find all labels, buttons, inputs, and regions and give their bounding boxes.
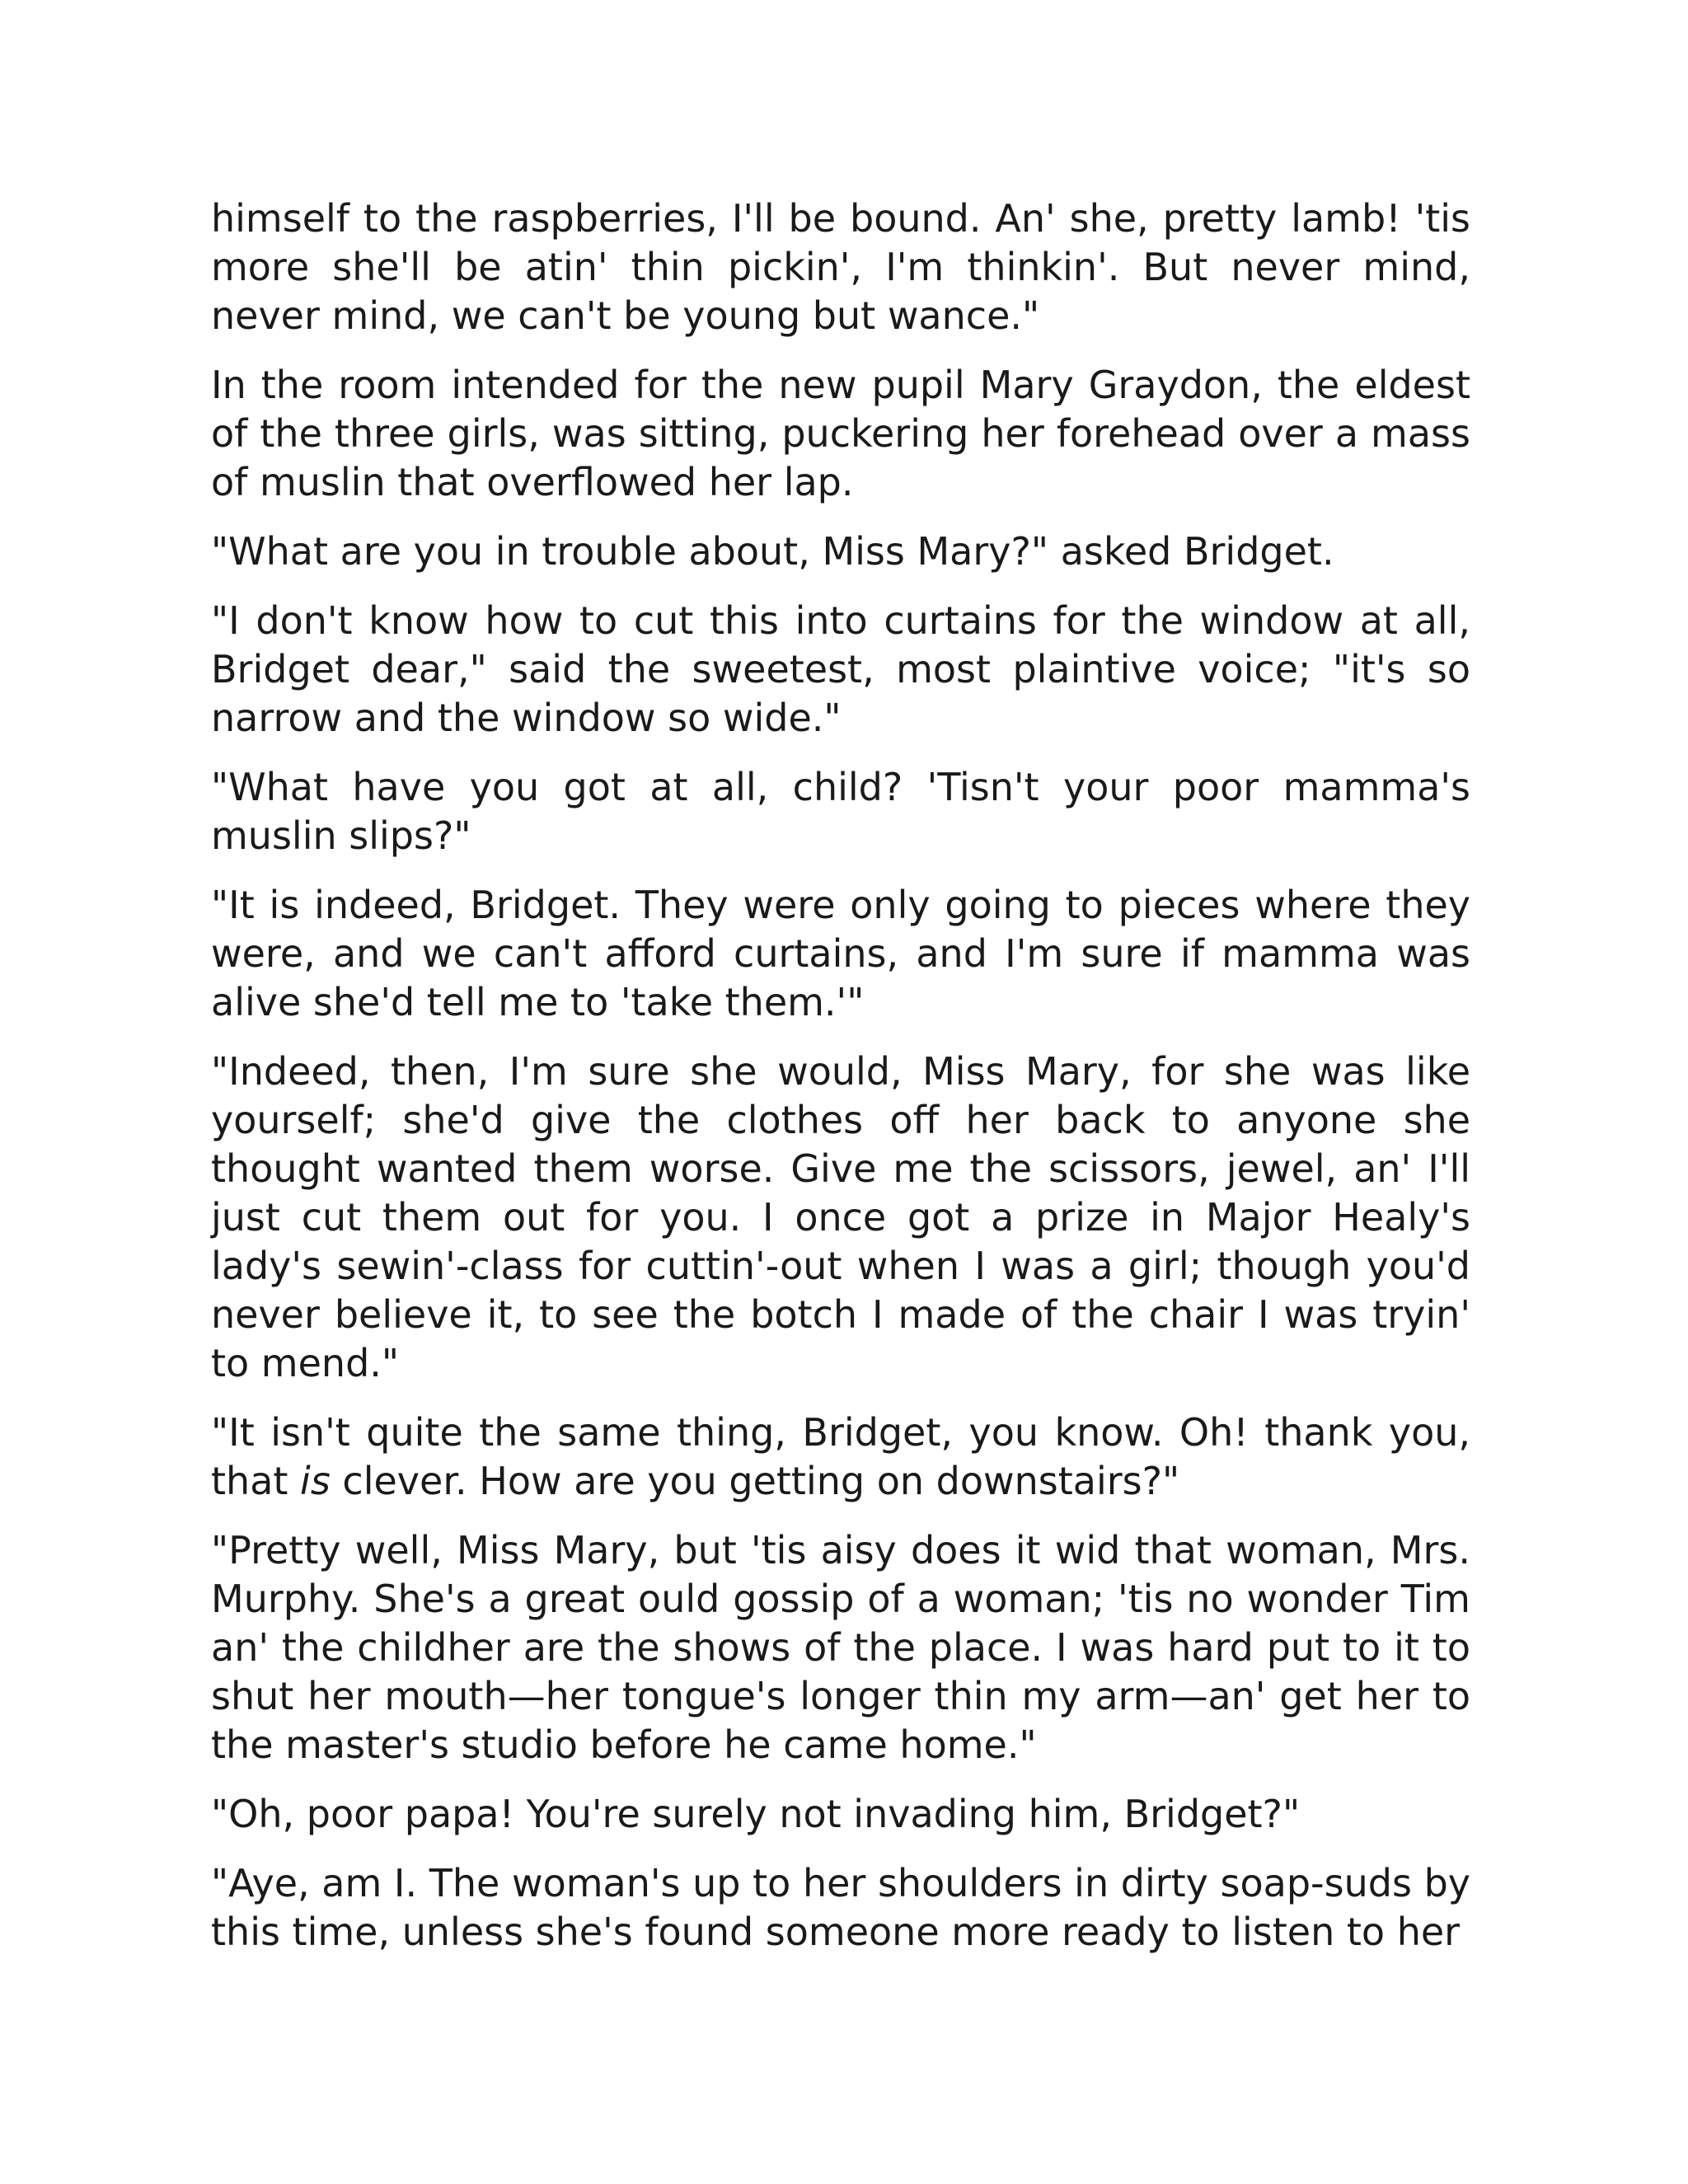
paragraph-3: "What are you in trouble about, Miss Mary?" asked Bridget. — [211, 529, 1334, 574]
paragraph-7: "Indeed, then, I'm sure she would, Miss Mary, for she was like yourself; she'd give the clothes off her back to anyone she thought wanted them worse. Give me the scissors, jewel, an' I'll just cut them out for you. I once got a prize in Major Healy's lady's sewin'-class for cuttin'-out when I was a girl; though you'd never believe it, to see the botch I made of the chair I was tryin' to mend." — [211, 1049, 1470, 1385]
paragraph-10: "Oh, poor papa! You're surely not invading him, Bridget?" — [211, 1792, 1301, 1836]
paragraph-11: "Aye, am I. The woman's up to her shoulders in dirty soap-suds by this time, unless she's found someone more ready to listen to her — [211, 1861, 1470, 1954]
paragraph-9: "Pretty well, Miss Mary, but 'tis aisy does it wid that woman, Mrs. Murphy. She's a great ould gossip of a woman; 'tis no wonder Tim an' the childher are the shows of the place. I was hard put to it to shut her mouth—her tongue's longer thin my arm—an' get her to the master's studio before he came home." — [211, 1528, 1470, 1767]
paragraph-8-emphasis: is — [300, 1459, 331, 1503]
paragraph-1: himself to the raspberries, I'll be bound. An' she, pretty lamb! 'tis more she'll be atin' thin pickin', I'm thinkin'. But never mind, never mind, we can't be young but wance." — [211, 196, 1470, 338]
paragraph-4: "I don't know how to cut this into curtains for the window at all, Bridget dear," said the sweetest, most plaintive voice; "it's so narrow and the window so wide." — [211, 598, 1470, 740]
paragraph-8-end: clever. How are you getting on downstairs?" — [330, 1459, 1180, 1503]
body-text — [211, 194, 1470, 1977]
paragraph-6: "It is indeed, Bridget. They were only going to pieces where they were, and we can't afford curtains, and I'm sure if mamma was alive she'd tell me to 'take them.'" — [211, 883, 1470, 1024]
paragraph-2: In the room intended for the new pupil Mary Graydon, the eldest of the three girls, was sitting, puckering her forehead over a mass of muslin that overflowed her lap. — [211, 363, 1470, 504]
paragraph-5: "What have you got at all, child? 'Tisn't your poor mamma's muslin slips?" — [211, 765, 1470, 858]
paragraph-8 — [211, 1408, 1470, 1506]
paragraph-8-start: "It isn't quite the same thing, Bridget, you know. Oh! thank you, that — [211, 1410, 1470, 1503]
